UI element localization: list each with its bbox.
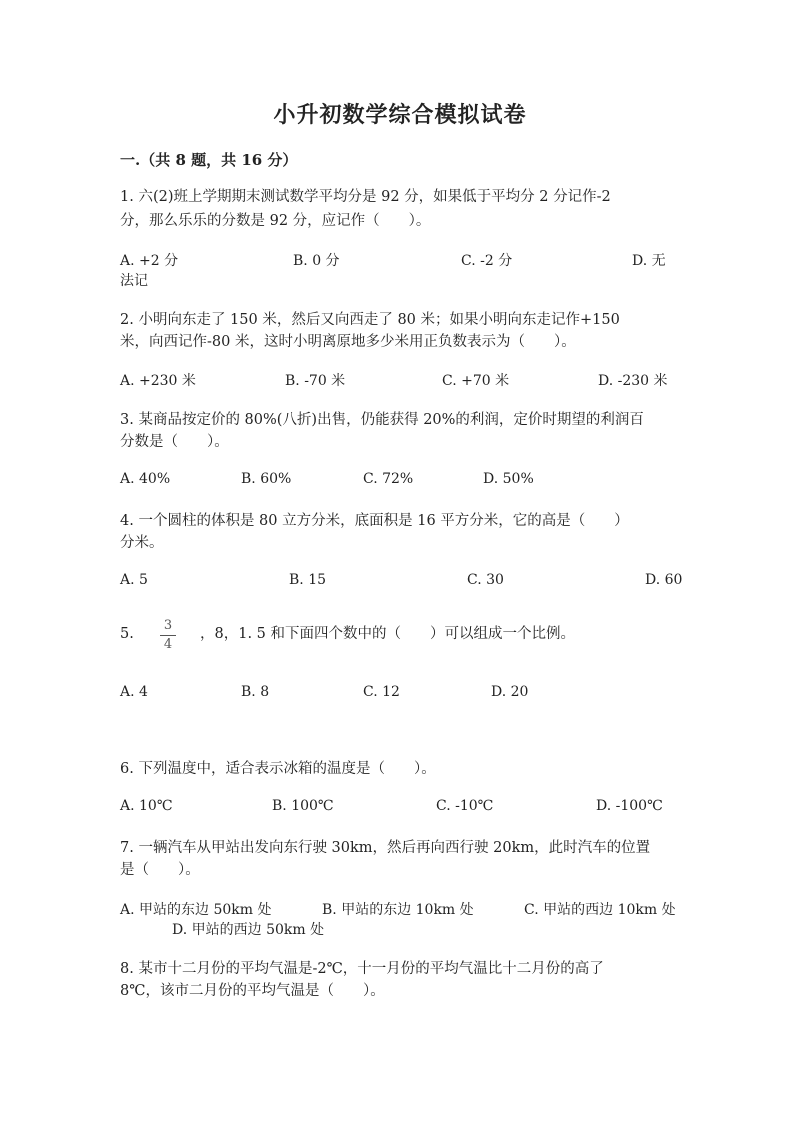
question-5-option-b: B. 8 <box>241 684 270 700</box>
question-5-option-a: A. 4 <box>120 684 148 700</box>
fraction-bar <box>160 635 176 636</box>
question-2-option-b: B. -70 米 <box>285 373 346 389</box>
question-6-line-1: 6. 下列温度中，适合表示冰箱的温度是（ ）。 <box>120 761 436 777</box>
question-1-line-1: 1. 六(2)班上学期期末测试数学平均分是 92 分，如果低于平均分 2 分记作-2 <box>120 189 611 205</box>
question-1-option-d-wrap: 法记 <box>120 273 148 289</box>
question-7-option-a: A. 甲站的东边 50km 处 <box>120 902 272 918</box>
question-6-option-b: B. 100℃ <box>272 798 334 814</box>
question-2-option-d: D. -230 米 <box>598 373 668 389</box>
question-4-option-a: A. 5 <box>120 572 148 588</box>
question-7-line-1: 7. 一辆汽车从甲站出发向东行驶 30km，然后再向西行驶 20km，此时汽车的位置 <box>120 840 651 856</box>
question-6-option-c: C. -10℃ <box>436 798 494 814</box>
question-5-option-d: D. 20 <box>491 684 529 700</box>
question-8-line-2: 8℃，该市二月份的平均气温是（ ）。 <box>120 983 385 999</box>
fraction-denominator: 4 <box>163 637 173 652</box>
question-1-option-a: A. +2 分 <box>120 253 179 269</box>
question-3-line-2: 分数是（ ）。 <box>120 434 229 450</box>
question-7-option-c: C. 甲站的西边 10km 处 <box>524 902 676 918</box>
page-title: 小升初数学综合模拟试卷 <box>273 102 527 128</box>
question-1-option-b: B. 0 分 <box>293 253 340 269</box>
question-5-number: 5. <box>120 626 134 642</box>
question-4-line-2: 分米。 <box>120 535 164 551</box>
question-4-option-b: B. 15 <box>289 572 327 588</box>
question-6-option-a: A. 10℃ <box>120 798 173 814</box>
question-4-line-1: 4. 一个圆柱的体积是 80 立方分米，底面积是 16 平方分米，它的高是（ ） <box>120 513 629 529</box>
question-1-option-c: C. -2 分 <box>461 253 513 269</box>
question-2-line-2: 米，向西记作-80 米，这时小明离原地多少米用正负数表示为（ ）。 <box>120 334 576 350</box>
question-4-option-c: C. 30 <box>467 572 504 588</box>
fraction-numerator: 3 <box>163 618 173 633</box>
question-6-option-d: D. -100℃ <box>596 798 663 814</box>
section-heading: 一.（共 8 题，共 16 分） <box>120 151 298 169</box>
question-5-text: ，8，1. 5 和下面四个数中的（ ）可以组成一个比例。 <box>200 626 576 642</box>
question-1-line-2: 分，那么乐乐的分数是 92 分，应记作（ ）。 <box>120 213 431 229</box>
question-3-option-b: B. 60% <box>241 471 292 487</box>
question-2-line-1: 2. 小明向东走了 150 米，然后又向西走了 80 米；如果小明向东走记作+150 <box>120 312 620 328</box>
question-7-line-2: 是（ ）。 <box>120 862 200 878</box>
fraction <box>158 618 178 653</box>
question-7-option-d: D. 甲站的西边 50km 处 <box>172 922 325 938</box>
question-4-option-d: D. 60 <box>645 572 683 588</box>
question-3-option-a: A. 40% <box>120 471 171 487</box>
question-7-option-b: B. 甲站的东边 10km 处 <box>322 902 474 918</box>
question-3-option-d: D. 50% <box>483 471 534 487</box>
question-5-option-c: C. 12 <box>363 684 400 700</box>
question-2-option-a: A. +230 米 <box>120 373 196 389</box>
question-2-option-c: C. +70 米 <box>442 373 510 389</box>
question-3-option-c: C. 72% <box>363 471 414 487</box>
question-1-option-d: D. 无 <box>632 253 666 269</box>
question-3-line-1: 3. 某商品按定价的 80%(八折)出售，仍能获得 20%的利润，定价时期望的利润百 <box>120 412 644 428</box>
question-8-line-1: 8. 某市十二月份的平均气温是-2℃，十一月份的平均气温比十二月份的高了 <box>120 961 604 977</box>
